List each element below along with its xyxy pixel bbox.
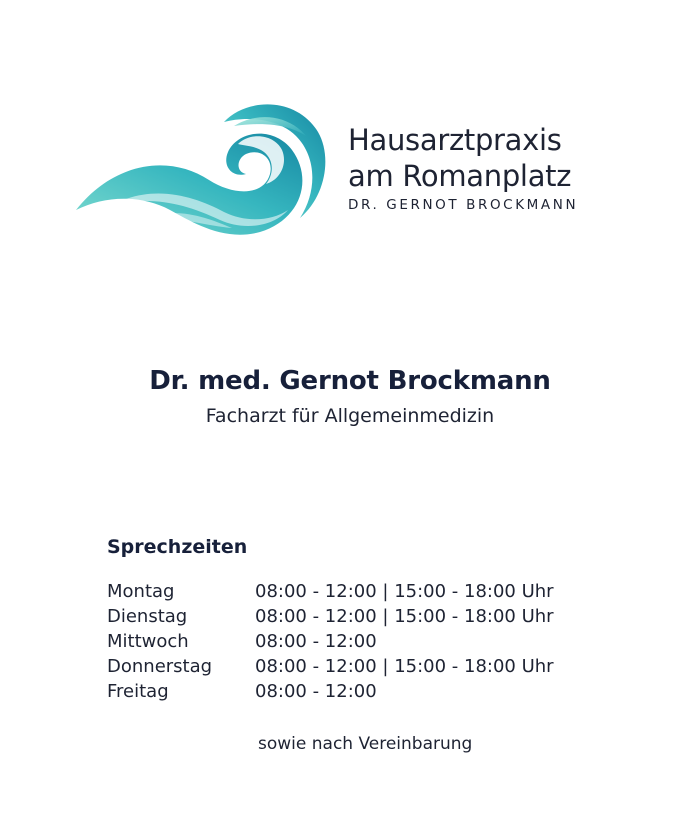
hours-row-thursday [107, 654, 627, 679]
hours-time: 08:00 - 12:00 | 15:00 - 18:00 Uhr [255, 656, 554, 677]
doctor-specialty: Facharzt für Allgemeinmedizin [205, 405, 495, 427]
appointment-note: sowie nach Vereinbarung [258, 734, 473, 754]
doctor-name: Dr. med. Gernot Brockmann [149, 366, 551, 396]
hours-row-wednesday [107, 629, 627, 654]
practice-doctor-subtitle: DR. GERNOT BROCKMANN [348, 197, 579, 213]
practice-branding [348, 122, 678, 213]
hours-row-monday [107, 579, 627, 604]
hours-time: 08:00 - 12:00 | 15:00 - 18:00 Uhr [255, 606, 554, 627]
practice-name-line1: Hausarztpraxis [348, 123, 562, 157]
practice-name-line2: am Romanplatz [348, 159, 572, 193]
doctor-block [0, 366, 700, 427]
hours-row-tuesday [107, 604, 627, 629]
hours-row-friday [107, 679, 627, 704]
hours-day: Mittwoch [107, 631, 189, 652]
hours-day: Montag [107, 581, 175, 602]
wave-logo-icon [74, 92, 328, 238]
hours-day: Dienstag [107, 606, 188, 627]
hours-time: 08:00 - 12:00 [255, 631, 377, 652]
office-hours [107, 536, 627, 704]
office-hours-heading: Sprechzeiten [107, 536, 248, 558]
hours-day: Donnerstag [107, 656, 213, 677]
hours-time: 08:00 - 12:00 | 15:00 - 18:00 Uhr [255, 581, 554, 602]
hours-time: 08:00 - 12:00 [255, 681, 377, 702]
hours-day: Freitag [107, 681, 169, 702]
